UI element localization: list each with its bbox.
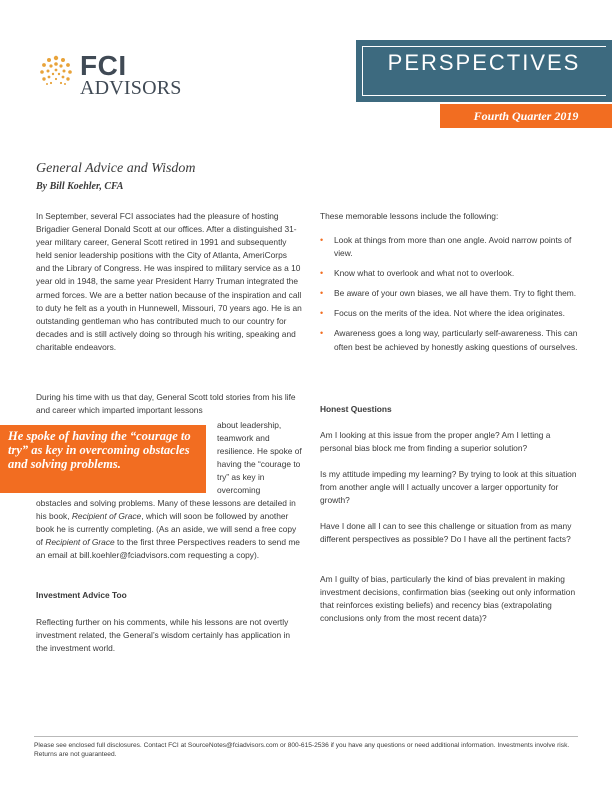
- paragraph-text: obstacles and solving problems. Many of these lessons are detailed in his book,: [36, 498, 296, 522]
- footer-disclosure: Please see enclosed full disclosures. Contact FCI at SourceNotes@fciadvisors.com or 800-615-2536 if you have any questions or need additional information. Investments involve risk. Returns are not guaranteed.: [34, 742, 570, 758]
- logo-wordmark-advisors: ADVISORS: [80, 77, 182, 99]
- list-item-text: Know what to overlook and what not to overlook.: [334, 268, 515, 279]
- bullet-icon: •: [320, 235, 324, 245]
- footer-divider: [34, 736, 578, 737]
- bullet-icon: •: [320, 288, 324, 299]
- list-item-text: Be aware of your own biases, we all have them. Try to fight them.: [334, 288, 577, 299]
- bullet-icon: •: [320, 268, 324, 279]
- bullet-icon: •: [320, 328, 324, 339]
- question-paragraph: Am I guilty of bias, particularly the kind of bias prevalent in making investment decisions, confirmation bias (seeking out only information that reinforces existing beliefs) and recency bias (extrapolating conclusions only from the most recent data)?: [320, 574, 576, 624]
- paragraph-text: , which will soon be followed by another book he is currently completing. (As an aside, we will send a free copy of: [36, 511, 297, 548]
- paragraph-stories-start: During his time with us that day, General Scott told stories from his life and career which imparted important lessons: [36, 392, 296, 416]
- lessons-intro: These memorable lessons include the following:: [320, 211, 499, 221]
- list-item: [320, 234, 582, 260]
- book-title: Recipient of Grace: [45, 537, 115, 548]
- bullet-icon: •: [320, 308, 324, 319]
- lessons-list: [320, 234, 582, 361]
- heading-honest-questions: Honest Questions: [320, 404, 392, 414]
- list-item: [320, 267, 582, 280]
- list-item: [320, 327, 582, 353]
- logo-wordmark-fci: FCI: [80, 50, 127, 81]
- pullquote: [0, 425, 206, 493]
- paragraph-text: to the first three Perspectives readers to send me an email at bill.koehler@fciadvisors.com requesting a copy).: [36, 537, 300, 561]
- banner-title: PERSPECTIVES: [387, 50, 581, 75]
- question-paragraph: Have I done all I can to see this challenge or situation from as many different perspectives as possible? Do I have all the pertinent facts?: [320, 521, 572, 545]
- question-paragraph: Am I looking at this issue from the proper angle? Am I letting a personal bias block me from finding a superior solution?: [320, 430, 551, 454]
- list-item-text: Awareness goes a long way, particularly self-awareness. This can often best be achieved by honestly asking questions of ourselves.: [334, 328, 578, 352]
- company-logo: [36, 52, 196, 98]
- article-byline: By Bill Koehler, CFA: [36, 181, 124, 192]
- paragraph-stories-end: [36, 497, 302, 562]
- heading-investment-advice: Investment Advice Too: [36, 590, 127, 600]
- paragraph-investment: Reflecting further on his comments, while his lessons are not overtly investment related, the General’s wisdom certainly has application in the investment world.: [36, 617, 291, 654]
- list-item-text: Focus on the merits of the idea. Not where the idea originates.: [334, 308, 565, 319]
- paragraph-stories-side: about leadership, teamwork and resilience. He spoke of having the “courage to try” as key in overcoming: [217, 420, 302, 496]
- list-item: [320, 287, 582, 300]
- paragraph-intro: In September, several FCI associates had the pleasure of hosting Brigadier General Donald Scott at our offices. After a distinguished 31-year military career, General Scott retired in 1991 and subsequently held senior leadership positions with the City of Atlanta, AmeriCorps and the Library of Congress. He was inspired to military service as a 10 year old in 1948, the same year President Harry Truman integrated the armed forces. We are a better nation because of the inspiration and call to duty he felt as a youth in Hunnewell, Missouri, 70 years ago. He is an outstanding gentleman who has contributed much to our country for decades and is still actively doing so through his writing, speaking and charitable endeavors.: [36, 211, 302, 352]
- article-title: General Advice and Wisdom: [36, 161, 196, 176]
- list-item: [320, 307, 582, 320]
- perspectives-banner: [356, 40, 612, 102]
- book-title: Recipient of Grace: [71, 511, 142, 522]
- sunburst-logo-icon: [36, 52, 76, 92]
- pullquote-text: He spoke of having the “courage to try” as key in overcoming obstacles and solving problems.: [8, 429, 191, 471]
- question-paragraph: Is my attitude impeding my learning? By trying to look at this situation from another angle will I actually uncover a larger opportunity for growth?: [320, 469, 577, 506]
- quarter-label: Fourth Quarter 2019: [440, 104, 612, 128]
- list-item-text: Look at things from more than one angle. Avoid narrow points of view.: [334, 235, 572, 259]
